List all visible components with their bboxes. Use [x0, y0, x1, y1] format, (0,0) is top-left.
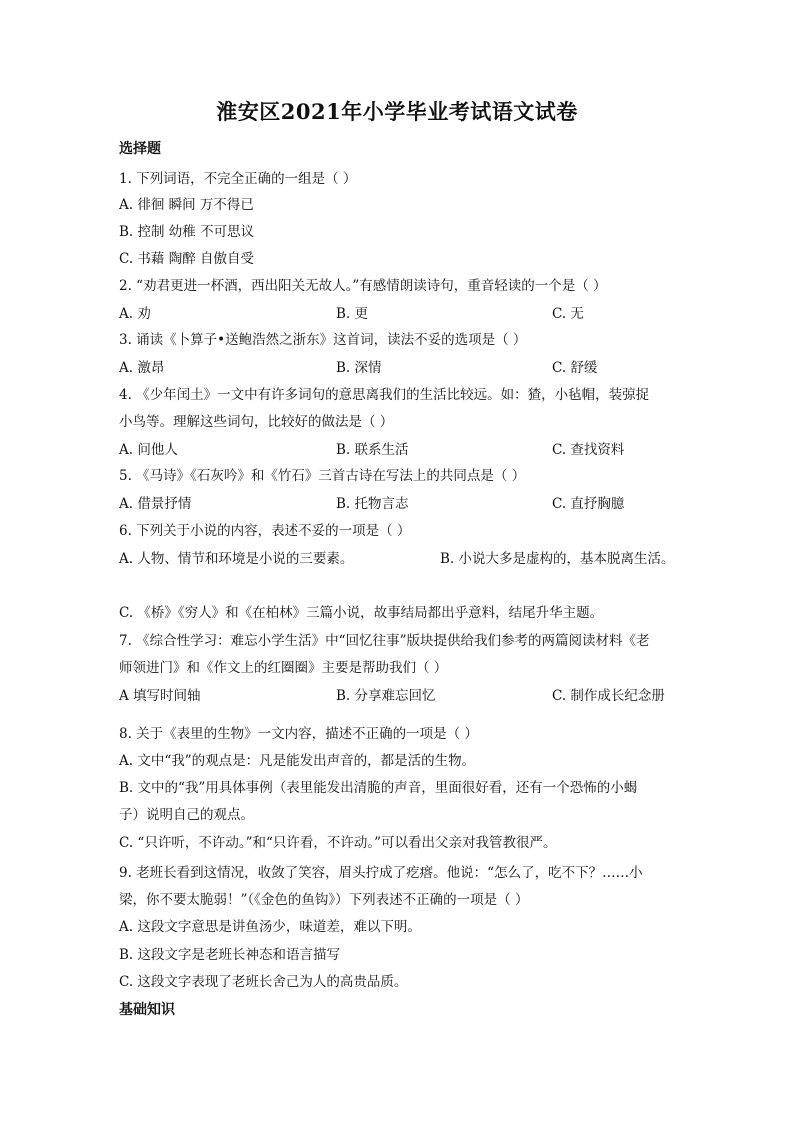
section-heading-choice: 选择题	[119, 141, 161, 157]
question-5-option-b: B. 托物言志	[336, 496, 409, 512]
question-8-option-b-line2: 子）说明自己的观点。	[119, 807, 254, 823]
question-9-stem-line2: 梁，你不要太脆弱！”（《金色的鱼钩》）下列表述不正确的一项是（ ）	[119, 892, 529, 908]
question-2-option-c: C. 无	[552, 306, 584, 322]
question-9-option-b: B. 这段文字是老班长神态和语言描写	[119, 947, 341, 963]
question-6-option-b: B. 小说大多是虚构的，基本脱离生活。	[440, 551, 675, 567]
question-1-option-b: B. 控制 幼稚 不可思议	[119, 224, 255, 240]
question-9-option-a: A. 这段文字意思是讲鱼汤少，味道差，难以下明。	[119, 919, 421, 935]
question-8-option-c: C. “只许听，不许动。”和“只许看，不许动。”可以看出父亲对我管教很严。	[119, 835, 557, 851]
question-1-option-c: C. 书藉 陶醉 自傲自受	[119, 251, 255, 267]
question-4-option-a: A. 问他人	[119, 442, 178, 458]
question-6-option-c: C. 《桥》《穷人》和《在柏林》三篇小说，故事结局都出乎意料，结尾升华主题。	[119, 605, 604, 621]
question-6-stem: 6. 下列关于小说的内容，表述不妥的一项是（ ）	[119, 523, 411, 539]
question-3-option-a: A. 激昂	[119, 360, 165, 376]
question-3-option-c: C. 舒缓	[552, 360, 598, 376]
question-4-option-b: B. 联系生活	[336, 442, 409, 458]
question-7-stem-line1: 7. 《综合性学习：难忘小学生活》中“回忆往事”版块提供给我们参考的两篇阅读材料《老	[119, 633, 650, 649]
question-4-stem-line2: 小鸟等。理解这些词句，比较好的做法是（ ）	[119, 414, 394, 430]
question-2-option-a: A. 劝	[119, 306, 151, 322]
question-7-stem-line2: 师领进门》和《作文上的红圈圈》主要是帮助我们（ ）	[119, 660, 448, 676]
question-5-option-c: C. 直抒胸臆	[552, 496, 625, 512]
question-5-stem: 5. 《马诗》《石灰吟》和《竹石》三首古诗在写法上的共同点是（ ）	[119, 468, 526, 484]
question-4-option-c: C. 查找资料	[552, 442, 625, 458]
question-3-stem: 3. 诵读《卜算子•送鲍浩然之浙东》这首词，读法不妥的选项是（ ）	[119, 332, 527, 348]
question-2-option-b: B. 更	[336, 306, 369, 322]
page-title: 淮安区2021年小学毕业考试语文试卷	[216, 99, 578, 124]
question-8-option-a: A. 文中“我”的观点是：凡是能发出声音的，都是活的生物。	[119, 753, 476, 769]
question-1-stem: 1. 下列词语，不完全正确的一组是（ ）	[119, 171, 357, 187]
question-8-option-b-line1: B. 文中的“我”用具体事例（表里能发出清脆的声音，里面很好看，还有一个恐怖的小蝎	[119, 780, 638, 796]
question-6-option-a: A. 人物、情节和环境是小说的三要素。	[119, 551, 354, 567]
question-2-stem: 2. “劝君更进一杯酒，西出阳关无故人。”有感情朗读诗句，重音轻读的一个是（ ）	[119, 278, 607, 294]
question-7-option-c: C. 制作成长纪念册	[552, 688, 665, 704]
question-9-option-c: C. 这段文字表现了老班长舍己为人的高贵品质。	[119, 974, 408, 990]
question-7-option-a: A 填写时间轴	[119, 688, 201, 704]
section-heading-basic: 基础知识	[119, 1002, 175, 1018]
question-5-option-a: A. 借景抒情	[119, 496, 192, 512]
question-1-option-a: A. 徘徊 瞬间 万不得已	[119, 197, 254, 213]
question-8-stem: 8. 关于《表里的生物》一文内容，描述不正确的一项是（ ）	[119, 726, 478, 742]
question-7-option-b: B. 分享难忘回忆	[336, 688, 436, 704]
question-9-stem-line1: 9. 老班长看到这情况，收敛了笑容，眉头拧成了疙瘩。他说：“怎么了，吃不下？……小	[119, 865, 643, 881]
question-4-stem-line1: 4. 《少年闰土》一文中有许多词句的意思离我们的生活比较远。如：猹，小毡帽，装弶捉	[119, 387, 650, 403]
question-3-option-b: B. 深情	[336, 360, 382, 376]
